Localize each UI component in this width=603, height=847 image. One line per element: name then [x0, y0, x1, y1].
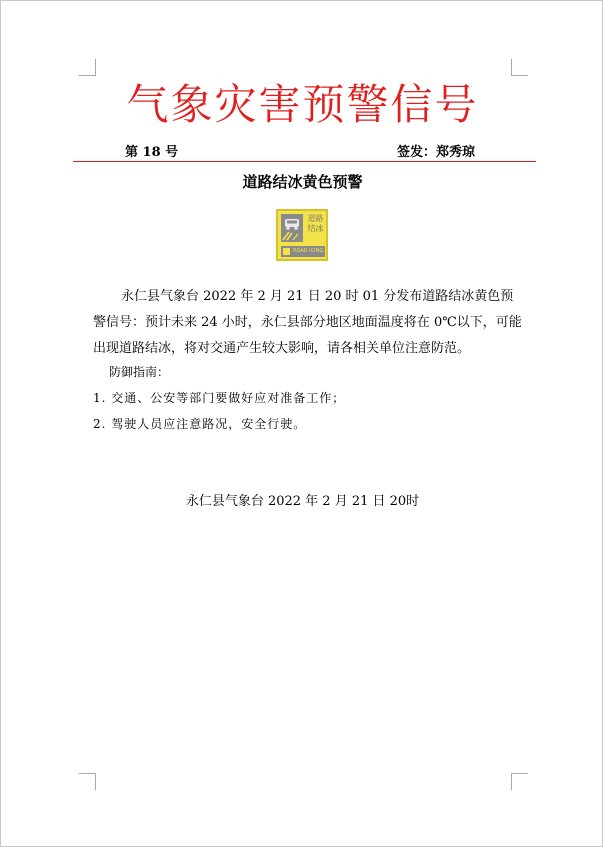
badge-bottom-strip	[281, 246, 325, 257]
margin-corner-top-right	[511, 59, 528, 76]
badge-bottom-text: ROAD ICING	[293, 248, 324, 254]
margin-corner-top-left	[79, 59, 96, 76]
header-rule	[73, 161, 536, 162]
guidance-item: 2. 驾驶人员应注意路况，安全行驶。	[93, 417, 307, 431]
road-ice-warning-icon	[276, 209, 328, 261]
road-car-icon	[281, 214, 303, 242]
badge-side-text: 道路结冰	[307, 214, 324, 233]
guidance-heading: 防御指南：	[109, 365, 170, 379]
signer-label: 签发：郑秀琼	[397, 145, 476, 160]
guidance-item: 1. 交通、公安等部门要做好应对准备工作；	[93, 391, 346, 405]
signoff-line: 永仁县气象台 2022 年 2 月 21 日 20时	[185, 494, 420, 509]
warning-body-paragraph: 永仁县气象台 2022 年 2 月 21 日 20 时 01 分发布道路结冰黄色预警信号：预计未来 24 小时，永仁县部分地区地面温度将在 0℃以下，可能出现道路结冰，将对交通产生较大影响，请各相关单位注意防范。	[93, 289, 522, 356]
document-title: 道路结冰黄色预警	[242, 173, 363, 191]
issue-number: 第 18 号	[125, 145, 179, 160]
margin-corner-bottom-right	[511, 773, 528, 790]
masthead-title: 气象灾害预警信号	[126, 80, 479, 129]
badge-color-square	[283, 248, 290, 255]
margin-corner-bottom-left	[79, 773, 96, 790]
